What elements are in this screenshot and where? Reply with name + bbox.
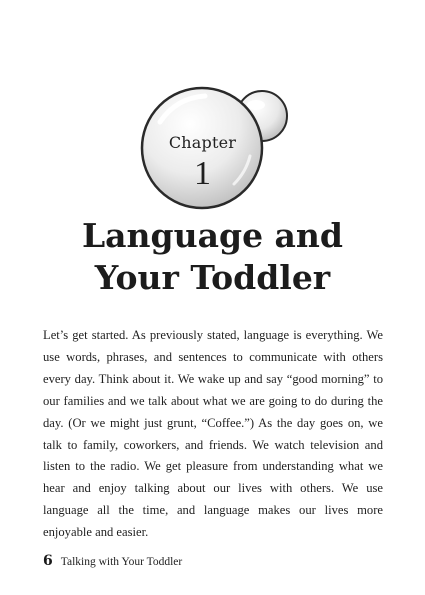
chapter-label: Chapter xyxy=(168,133,237,152)
chapter-title-line-2: Your Toddler xyxy=(94,258,331,297)
chapter-title-line-1: Language and xyxy=(81,216,344,255)
page-number: 6 xyxy=(43,553,53,569)
page-footer xyxy=(43,553,182,573)
chapter-title xyxy=(20,215,405,299)
running-title: Talking with Your Toddler xyxy=(60,556,183,568)
bubble-icon xyxy=(0,0,425,230)
body-paragraph: Let’s get started. As previously stated, language is everything. We use words, phrases, and sentences to communicate with others every day. Think about it. We wake up and say “good morning” to our families and we talk about what we are going to do during the day. (Or we might just grunt, “Coffee.”) As the day goes on, we talk to family, coworkers, and friends. We watch television and listen to the radio. We get pleasure from understanding what we hear and enjoy talking about our lives with others. We use language all the time, and language makes our lives more enjoyable and easier. xyxy=(43,328,383,540)
chapter-number: 1 xyxy=(194,155,211,192)
